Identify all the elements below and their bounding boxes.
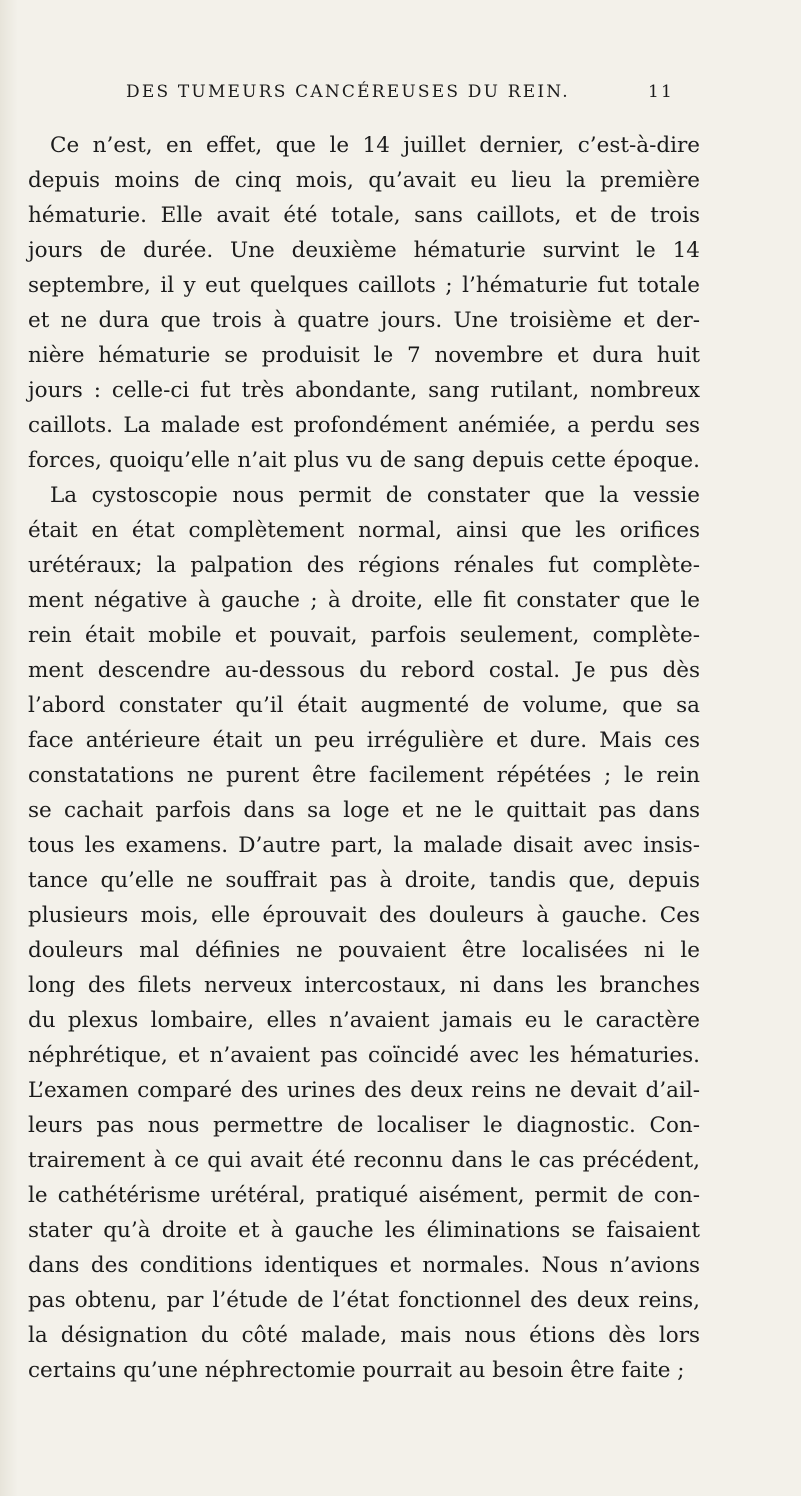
text-line: stater qu’à droite et à gauche les éliminations se faisaient	[28, 1218, 700, 1243]
text-line: pas obtenu, par l’étude de l’état fonctionnel des deux reins,	[28, 1288, 700, 1313]
text-line: la désignation du côté malade, mais nous étions dès lors	[28, 1323, 700, 1348]
text-line: plusieurs mois, elle éprouvait des douleurs à gauche. Ces	[28, 903, 700, 928]
page-gutter	[0, 0, 18, 1496]
text-line: ment descendre au-dessous du rebord costal. Je pus dès	[28, 658, 700, 683]
text-line: tous les examens. D’autre part, la malade disait avec insis-	[28, 833, 700, 858]
page-number: 11	[647, 82, 674, 102]
text-line: se cachait parfois dans sa loge et ne le quittait pas dans	[28, 798, 700, 823]
text-line: ment négative à gauche ; à droite, elle fit constater que le	[28, 588, 700, 613]
text-line: jours : celle-ci fut très abondante, sang rutilant, nombreux	[28, 378, 700, 403]
body-text	[28, 128, 700, 1388]
running-head	[126, 82, 674, 108]
text-line: l’abord constater qu’il était augmenté de volume, que sa	[28, 693, 700, 718]
text-line: septembre, il y eut quelques caillots ; l’hématurie fut totale	[28, 273, 700, 298]
text-line: néphrétique, et n’avaient pas coïncidé avec les hématuries.	[28, 1043, 700, 1068]
text-line: hématurie. Elle avait été totale, sans caillots, et de trois	[28, 203, 700, 228]
text-line: forces, quoiqu’elle n’ait plus vu de sang depuis cette époque.	[28, 448, 700, 473]
text-line: dans des conditions identiques et normales. Nous n’avions	[28, 1253, 700, 1278]
text-line: du plexus lombaire, elles n’avaient jamais eu le caractère	[28, 1008, 700, 1033]
text-line: Ce n’est, en effet, que le 14 juillet dernier, c’est-à-dire	[50, 133, 700, 158]
text-line: depuis moins de cinq mois, qu’avait eu lieu la première	[28, 168, 700, 193]
text-line: caillots. La malade est profondément anémiée, a perdu ses	[28, 413, 700, 438]
text-line: le cathétérisme urétéral, pratiqué aisément, permit de con-	[28, 1183, 700, 1208]
text-line: et ne dura que trois à quatre jours. Une troisième et der-	[28, 308, 700, 333]
text-line: trairement à ce qui avait été reconnu dans le cas précédent,	[28, 1148, 700, 1173]
text-line: était en état complètement normal, ainsi que les orifices	[28, 518, 700, 543]
text-line: nière hématurie se produisit le 7 novembre et dura huit	[28, 343, 700, 368]
text-line: urétéraux; la palpation des régions rénales fut complète-	[28, 553, 700, 578]
text-line: jours de durée. Une deuxième hématurie survint le 14	[28, 238, 700, 263]
text-line: constatations ne purent être facilement répétées ; le rein	[28, 763, 700, 788]
text-line: La cystoscopie nous permit de constater que la vessie	[50, 483, 700, 508]
text-line: leurs pas nous permettre de localiser le diagnostic. Con-	[28, 1113, 700, 1138]
text-line: face antérieure était un peu irrégulière et dure. Mais ces	[28, 728, 700, 753]
text-line: certains qu’une néphrectomie pourrait au besoin être faite ;	[28, 1358, 685, 1383]
text-line: rein était mobile et pouvait, parfois seulement, complète-	[28, 623, 700, 648]
text-line: L’examen comparé des urines des deux reins ne devait d’ail-	[28, 1078, 700, 1103]
running-title: DES TUMEURS CANCÉREUSES DU REIN.	[126, 82, 570, 102]
text-line: long des filets nerveux intercostaux, ni dans les branches	[28, 973, 700, 998]
text-line: tance qu’elle ne souffrait pas à droite, tandis que, depuis	[28, 868, 700, 893]
text-line: douleurs mal définies ne pouvaient être localisées ni le	[28, 938, 700, 963]
